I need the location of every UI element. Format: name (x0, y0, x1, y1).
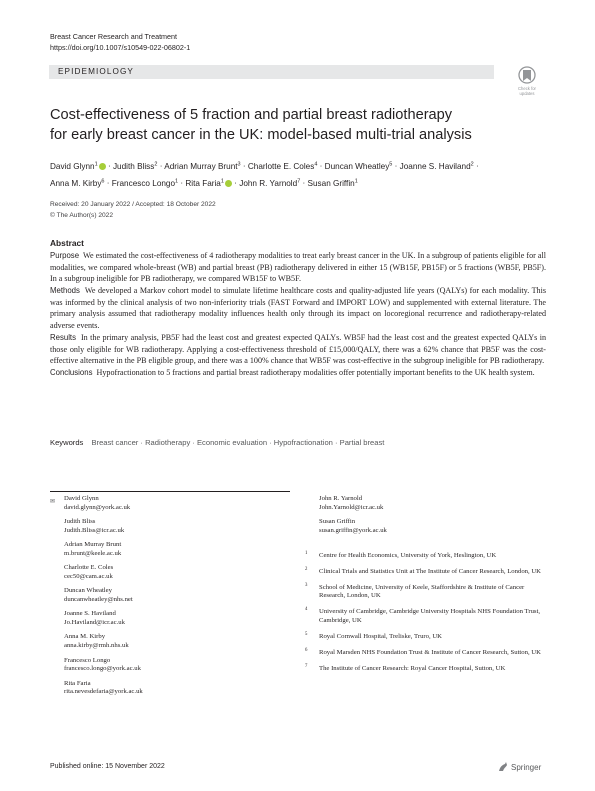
author-separator: · (240, 161, 248, 171)
abstract-heading: Abstract (50, 238, 84, 248)
author-name: John R. Yarnold (319, 495, 363, 502)
correspondence-entry (64, 633, 143, 650)
author[interactable] (400, 162, 474, 171)
affiliation-number: 1 (305, 551, 308, 556)
title-line: Cost-effectiveness of 5 fraction and partial breast radiotherapy (50, 107, 453, 123)
methods-label: Methods (50, 286, 80, 296)
envelope-icon: ✉ (50, 499, 56, 505)
affiliation-number: 4 (305, 607, 308, 613)
keywords-values: Breast cancer · Radiotherapy · Economic evaluation · Hypofractionation · Partial breast (91, 438, 385, 447)
copyright: © The Author(s) 2022 (50, 211, 114, 219)
author-name: Susan Griffin (307, 178, 355, 188)
affiliation (305, 649, 545, 658)
author[interactable] (185, 179, 232, 188)
affiliation (305, 584, 545, 601)
methods-text: We developed a Markov cohort model to simulate lifetime healthcare costs and quality-adjusted life years (QALYs) for each modality. This was informed by the clinical analysis of two non-inferiority trials (FAST Forward and IMPORT LOW) and supplemented with external literature. The primary analysis assumed that radiotherapy modality influences health only through its impact on locoregional recurrence and radiotherapy-related adverse events. (50, 286, 547, 331)
author-email[interactable]: duncanwheatley@nhs.net (64, 595, 133, 603)
author-name: Judith Bliss (64, 518, 96, 526)
author-email[interactable]: m.brunt@keele.ac.uk (64, 549, 122, 557)
correspondence-list-right (319, 495, 387, 541)
author[interactable] (50, 179, 104, 188)
author[interactable] (112, 179, 178, 188)
affiliation-ref: 2 (154, 161, 158, 167)
author-name: David Glynn (50, 161, 95, 171)
affiliation-ref: 1 (175, 178, 179, 185)
author-separator: · (231, 178, 240, 188)
author-name: Adrian Murray Brunt (164, 161, 238, 171)
author-separator: · (178, 178, 186, 188)
author[interactable] (248, 162, 318, 171)
author-name: John R. Yarnold (239, 178, 298, 188)
footnote-divider (50, 491, 290, 492)
author-name: Rita Faria (64, 679, 91, 687)
article-dates (50, 200, 216, 221)
author-email[interactable]: rita.nevesdefaria@york.ac.uk (64, 688, 143, 696)
correspondence-entry (64, 518, 143, 535)
author-name: Charlotte E. Coles (247, 161, 315, 171)
author-separator: · (105, 161, 113, 171)
author-separator: · (300, 178, 308, 188)
author-separator: · (392, 161, 400, 171)
author-name: Adrian Murray Brunt (64, 541, 122, 549)
correspondence-entry (319, 495, 387, 512)
abstract-conclusions (50, 367, 546, 379)
affiliation-text: Royal Marsden NHS Foundation Trust & Institute of Cancer Research, Sutton, UK (319, 648, 541, 656)
author-email[interactable]: francesco.longo@york.ac.uk (64, 665, 141, 673)
journal-name: Breast Cancer Research and Treatment (50, 32, 178, 41)
correspondence-entry (64, 680, 143, 697)
affiliation-number: 7 (305, 663, 308, 669)
affiliation (305, 568, 545, 577)
affiliation-ref: 1 (94, 161, 98, 167)
affiliation-ref: 6 (101, 178, 105, 185)
affiliation (305, 552, 545, 561)
affiliation-number: 2 (305, 566, 308, 572)
correspondence-entry (64, 495, 143, 512)
affiliation-ref: 7 (297, 178, 301, 185)
author-name: Anna M. Kirby (50, 178, 102, 188)
author-line (50, 157, 550, 174)
correspondence-list-left (64, 495, 143, 703)
correspondence-entry (64, 541, 143, 558)
article-title (50, 106, 530, 145)
correspondence-entry (64, 564, 143, 581)
author-separator: · (157, 161, 165, 171)
orcid-icon[interactable] (225, 180, 232, 187)
author-email[interactable]: John.Yarnold@icr.ac.uk (319, 503, 384, 511)
conclusions-text: Hypofractionation to 5 fractions and partial breast radiotherapy modalities offer potentially important benefits to the UK health system. (96, 368, 535, 378)
author-email[interactable]: Judith.Bliss@icr.ac.uk (64, 526, 125, 534)
affiliation-text: Clinical Trials and Statistics Unit at The Institute of Cancer Research, London, UK (319, 567, 542, 575)
abstract-body (50, 250, 546, 380)
journal-doi-link[interactable]: https://doi.org/10.1007/s10549-022-06802-1 (50, 43, 191, 52)
published-online: Published online: 15 November 2022 (50, 763, 165, 770)
author-name: Joanne S. Haviland (64, 610, 116, 618)
keywords-label: Keywords (50, 438, 84, 447)
affiliation-text: University of Cambridge, Cambridge University Hospitals NHS Foundation Trust, Cambridge, UK (319, 608, 541, 625)
correspondence-entry (64, 610, 143, 627)
results-label: Results (50, 333, 76, 343)
author[interactable] (164, 162, 240, 171)
title-line: for early breast cancer in the UK: model-based multi-trial analysis (50, 126, 472, 143)
author-email[interactable]: anna.kirby@rmh.nhs.uk (64, 642, 129, 650)
purpose-label: Purpose (50, 251, 80, 260)
author[interactable] (239, 179, 300, 188)
author[interactable] (325, 162, 393, 171)
abstract-results (50, 332, 546, 367)
affiliation (305, 665, 545, 674)
affiliation (305, 633, 545, 642)
abstract-purpose (50, 250, 546, 285)
author-name: Susan Griffin (319, 518, 356, 526)
affiliation-ref: 4 (314, 161, 318, 167)
received-accepted: Received: 20 January 2022 / Accepted: 18 October 2022 (50, 201, 216, 208)
conclusions-label: Conclusions (50, 368, 93, 378)
author-separator: · (104, 178, 112, 188)
affiliation-number: 6 (305, 647, 308, 653)
author-name: Rita Faria (185, 178, 221, 188)
affiliation-ref: 1 (220, 178, 224, 185)
author[interactable] (308, 179, 358, 188)
check-for-updates-badge[interactable] (509, 63, 545, 99)
author-name: David Glynn (64, 495, 99, 502)
author-name: Charlotte E. Coles (64, 564, 114, 572)
affiliation-ref: 3 (237, 161, 241, 167)
affiliation-ref: 2 (470, 161, 474, 167)
author[interactable] (113, 162, 157, 171)
keywords (50, 438, 384, 447)
affiliation (305, 608, 545, 625)
author-name: Francesco Longo (111, 178, 176, 188)
badge-text-2: updates (519, 91, 535, 96)
author-name: Duncan Wheatley (64, 587, 112, 595)
author-name: Joanne S. Haviland (399, 161, 471, 171)
section-label: EPIDEMIOLOGY (58, 67, 134, 76)
author-name: Duncan Wheatley (324, 161, 390, 171)
springer-horse-icon (497, 761, 509, 773)
author-line (50, 174, 550, 191)
abstract-methods (50, 285, 546, 331)
orcid-icon[interactable] (99, 163, 106, 170)
affiliation-text: Centre for Health Economics, University of York, Heslington, UK (319, 552, 497, 559)
correspondence-entry (64, 587, 143, 604)
affiliations-list (305, 552, 545, 681)
author-name: Judith Bliss (112, 161, 155, 171)
author-email[interactable]: Jo.Haviland@icr.ac.uk (64, 618, 125, 626)
author-email[interactable]: susan.griffin@york.ac.uk (319, 526, 387, 534)
author-email[interactable]: david.glynn@york.ac.uk (64, 503, 131, 511)
author-name: Anna M. Kirby (64, 633, 106, 641)
correspondence-entry (319, 518, 387, 535)
author-separator: · (473, 161, 479, 171)
author-email[interactable]: cec50@cam.ac.uk (64, 572, 113, 580)
author-name: Francesco Longo (64, 656, 111, 664)
results-text: In the primary analysis, PB5F had the least cost and greatest expected QALYs. WB5F had the least cost and the greatest expected QALYs in those only eligible for WB radiotherapy. Applying a cost-effectiveness threshold of £15,000/QALY, there was a 62% chance that PB5F was the cost-effective alternative in the PB eligible group, and there was a 100% chance that WB5F was cost-effective in the subgroup ineligible for PB radiotherapy. (50, 333, 547, 366)
author-list (50, 157, 550, 191)
affiliation-text: Royal Cornwall Hospital, Treliske, Truro, UK (319, 632, 442, 640)
affiliation-text: School of Medicine, University of Keele, Staffordshire & Institute of Cancer Research, London, UK (319, 583, 525, 600)
author-separator: · (317, 161, 325, 171)
journal-header (50, 31, 190, 53)
affiliation-ref: 1 (354, 178, 358, 185)
affiliation-text: The Institute of Cancer Research: Royal Cancer Hospital, Sutton, UK (319, 664, 506, 672)
affiliation-number: 5 (305, 631, 308, 637)
affiliation-ref: 5 (389, 161, 393, 167)
badge-text-1: Check for (518, 86, 536, 91)
affiliation-number: 3 (305, 582, 308, 588)
author[interactable] (50, 162, 106, 171)
springer-logo-text: Springer (511, 763, 542, 772)
correspondence-entry (64, 657, 143, 674)
purpose-text: We estimated the cost-effectiveness of 4 radiotherapy modalities to treat early breast cancer in the UK. In a subgroup of patients eligible for all modalities, we compared whole-breast (WB) and partial breast (PB) radiotherapy delivered in either 15 (WB15F, PB15F) or 5 fractions (WB5F, PB5F). In a subgroup ineligible for PB radiotherapy, we compared WB15F to WB5F. (50, 251, 546, 284)
